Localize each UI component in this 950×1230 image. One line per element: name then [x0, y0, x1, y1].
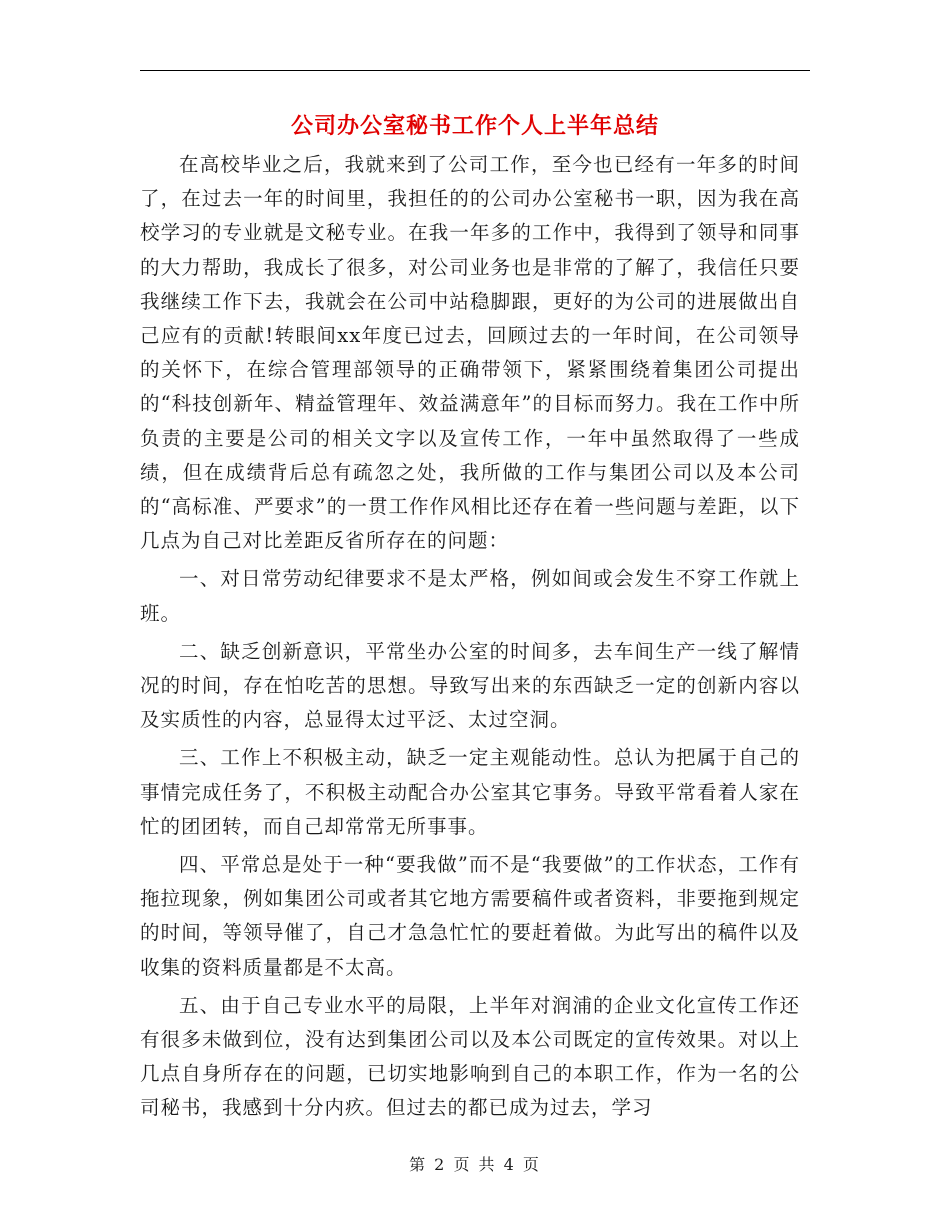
header-rule [140, 70, 810, 71]
paragraph-point-1: 一、对日常劳动纪律要求不是太严格，例如间或会发生不穿工作就上班。 [140, 567, 800, 625]
paragraph-point-4: 四、平常总是处于一种“要我做”而不是“我要做”的工作状态，工作有拖拉现象，例如集团公司或者其它地方需要稿件或者资料，非要拖到规定的时间，等领导催了，自己才急急忙忙的要赶着做。为此写出的稿件以及收集的资料质量都是不太高。 [140, 853, 800, 979]
document-body [140, 148, 800, 1130]
document-title: 公司办公室秘书工作个人上半年总结 [290, 113, 659, 139]
paragraph-point-3: 三、工作上不积极主动，缺乏一定主观能动性。总认为把属于自己的事情完成任务了，不积极主动配合办公室其它事务。导致平常看着人家在忙的团团转，而自己却常常无所事事。 [140, 746, 800, 838]
paragraph-point-5: 五、由于自己专业水平的局限，上半年对润浦的企业文化宣传工作还有很多未做到位，没有达到集团公司以及本公司既定的宣传效果。对以上几点自身所存在的问题，已切实地影响到自己的本职工作，作为一名的公司秘书，我感到十分内疚。但过去的都已成为过去，学习 [140, 993, 800, 1120]
paragraph-point-2: 二、缺乏创新意识，平常坐办公室的时间多，去车间生产一线了解情况的时间，存在怕吃苦的思想。导致写出来的东西缺乏一定的创新内容以及实质性的内容，总显得太过平泛、太过空洞。 [140, 639, 800, 732]
page-number-footer: 第 2 页 共 4 页 [409, 1155, 541, 1174]
paragraph-intro: 在高校毕业之后，我就来到了公司工作，至今也已经有一年多的时间了，在过去一年的时间里，我担任的的公司办公室秘书一职，因为我在高校学习的专业就是文秘专业。在我一年多的工作中，我得到了领导和同事的大力帮助，我成长了很多，对公司业务也是非常的了解了，我信任只要我继续工作下去，我就会在公司中站稳脚跟，更好的为公司的进展做出自己应有的贡献!转眼间xx年度已过去，回顾过去的一年时间，在公司领导的关怀下，在综合管理部领导的正确带领下，紧紧围绕着集团公司提出的“科技创新年、精益管理年、效益满意年”的目标而努力。我在工作中所负责的主要是公司的相关文字以及宣传工作，一年中虽然取得了一些成绩，但在成绩背后总有疏忽之处，我所做的工作与集团公司以及本公司的“高标准、严要求”的一贯工作作风相比还存在着一些问题与差距，以下几点为自己对比差距反省所存在的问题： [140, 153, 800, 553]
